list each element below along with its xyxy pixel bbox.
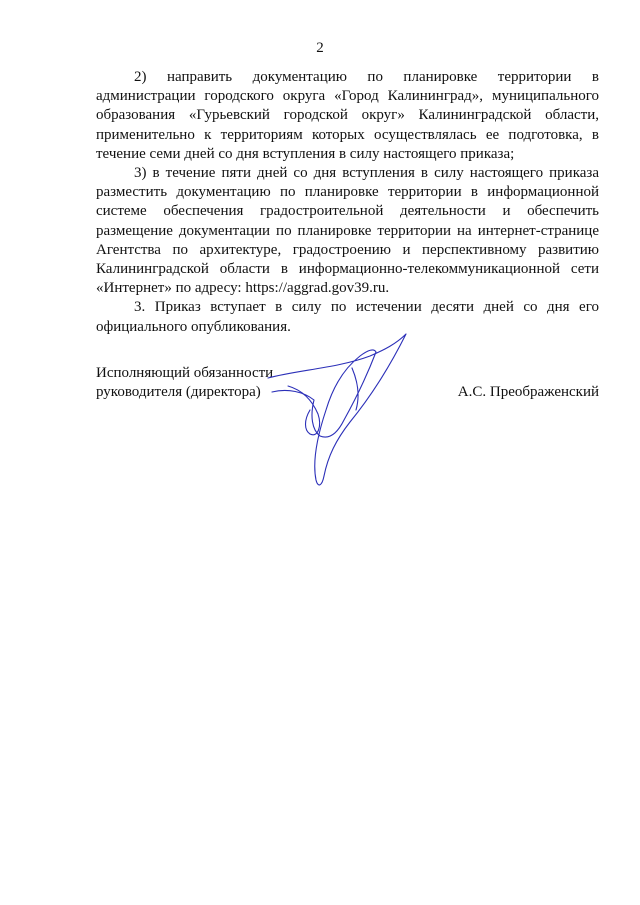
signatory-name: А.С. Преображенский: [457, 384, 599, 400]
document-body: [96, 68, 599, 337]
signatory-title-line-2: руководителя (директора): [96, 384, 261, 401]
handwritten-signature: [258, 330, 418, 490]
page-number: 2: [316, 40, 324, 56]
signature-stroke-main: [268, 334, 406, 485]
paragraph-point-3: 3. Приказ вступает в силу по истечении десяти дней со дня его официального опубликования.: [96, 299, 599, 335]
paragraph-item-2: 2) направить документацию по планировке территории в администрации городского округа «Город Калининград», муниципального образования «Гурьевский городской округ» Калининградской области, применительно к территориям которых осуществлялась ее подготовка, в течение семи дней со дня вступления в силу настоящего приказа;: [96, 69, 599, 162]
signature-stroke-loop: [288, 386, 320, 435]
paragraph-item-3: 3) в течение пяти дней со дня вступления в силу настоящего приказа разместить документацию по планировке территории в информационной системе обеспечения градостроительной деятельности и обеспечить размещение документации по планировке территории на интернет-странице Агентства по архитектуре, градостроению и перспективному развитию Калининградской области в информационно-телекоммуникационной сети «Интернет» по адресу: https://aggrad.gov39.ru.: [96, 165, 599, 297]
signatory-title-line-1: Исполняющий обязанности: [96, 365, 274, 381]
signatory-title: [96, 364, 273, 402]
